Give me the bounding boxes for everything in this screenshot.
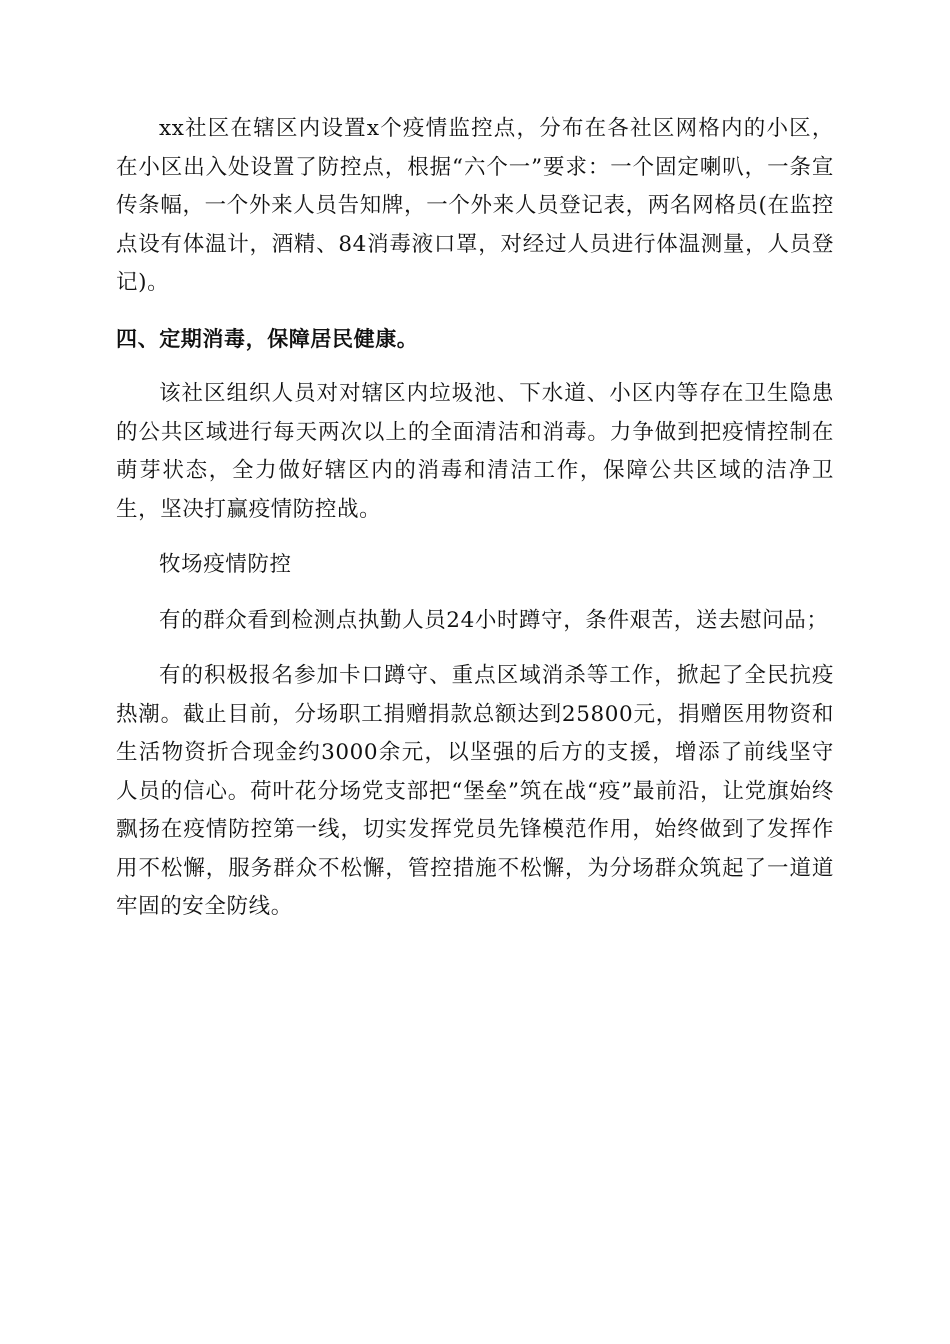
paragraph-disinfection: 该社区组织人员对对辖区内垃圾池、下水道、小区内等存在卫生隐患的公共区域进行每天两次以上的全面清洁和消毒。力争做到把疫情控制在萌芽状态，全力做好辖区内的消毒和清洁工作，保障公共区域的洁净卫生，坚决打赢疫情防控战。: [116, 381, 834, 522]
document-body: [116, 110, 834, 944]
section-heading-disinfection: 四、定期消毒，保障居民健康。: [116, 326, 419, 351]
paragraph-volunteers-donations: 有的积极报名参加卡口蹲守、重点区域消杀等工作，掀起了全民抗疫热潮。截止目前，分场职工捐赠捐款总额达到25800元，捐赠医用物资和生活物资折合现金约3000余元，以坚强的后方的支援，增添了前线坚守人员的信心。荷叶花分场党支部把“堡垒”筑在战“疫”最前沿，让党旗始终飘扬在疫情防控第一线，切实发挥党员先锋模范作用，始终做到了发挥作用不松懈，服务群众不松懈，管控措施不松懈，为分场群众筑起了一道道牢固的安全防线。: [116, 663, 834, 919]
paragraph-monitoring-points: xx社区在辖区内设置x个疫情监控点，分布在各社区网格内的小区，在小区出入处设置了防控点，根据“六个一”要求：一个固定喇叭，一条宣传条幅，一个外来人员告知牌，一个外来人员登记表，两名网格员(在监控点设有体温计，酒精、84消毒液口罩，对经过人员进行体温测量，人员登记)。: [116, 116, 834, 295]
paragraph-condolence: 有的群众看到检测点执勤人员24小时蹲守，条件艰苦，送去慰问品；: [159, 607, 829, 633]
subtitle-ranch-prevention: 牧场疫情防控: [159, 552, 292, 577]
